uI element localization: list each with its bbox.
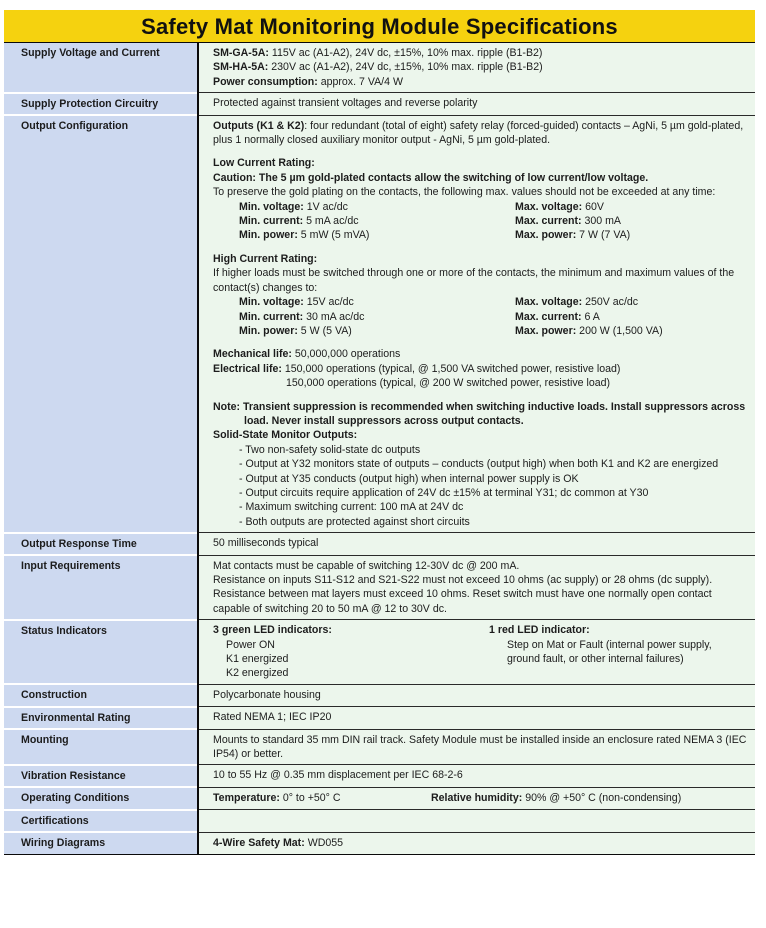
list-item: - Both outputs are protected against short circuits [239, 515, 470, 528]
rating-row: Min. voltage: 1V ac/dc Max. voltage: 60V [239, 200, 604, 213]
row-label: Construction [4, 684, 198, 706]
row-value [198, 115, 755, 533]
row-label: Output Configuration [4, 115, 198, 533]
row-value: 50 milliseconds typical [198, 533, 755, 555]
note-text: Note: Transient suppression is recommended when switching inductive loads. Install suppressors across [213, 400, 746, 413]
row-label: Wiring Diagrams [4, 832, 198, 854]
table-row [4, 707, 755, 729]
model-text: 230V ac (A1-A2), 24V dc, ±15%, 10% max. ripple (B1-B2) [268, 61, 543, 74]
table-row [4, 43, 755, 93]
row-label: Supply Voltage and Current [4, 43, 198, 93]
row-label: Operating Conditions [4, 787, 198, 809]
row-value: Rated NEMA 1; IEC IP20 [198, 707, 755, 729]
row-label: Output Response Time [4, 533, 198, 555]
mech-life-label: Mechanical life: [213, 348, 292, 361]
wiring-text: WD055 [304, 836, 344, 849]
outputs-text: : four redundant (total of eight) safety relay (forced-guided) contacts – AgNi, 5 µm gold-plated, plus 1 normally closed auxiliary monitor output - AgNi, 5 µm gold-plated. [213, 119, 744, 147]
model-label: SM-HA-5A: [213, 61, 269, 74]
red-led-text: Step on Mat or Fault (internal power supply, ground fault, or other internal failures) [507, 638, 712, 666]
spec-table [4, 42, 755, 855]
table-row [4, 620, 755, 685]
high-current-heading: High Current Rating: [213, 252, 318, 265]
temperature-label: Temperature: [213, 791, 280, 804]
caution-text: Caution: The 5 µm gold-plated contacts allow the switching of low current/low voltage. [213, 171, 649, 184]
spec-sheet [4, 10, 755, 855]
list-item: - Output at Y35 conducts (output high) when internal power supply is OK [239, 472, 579, 485]
rating-row: Min. voltage: 15V ac/dc Max. voltage: 250V ac/dc [239, 296, 639, 309]
table-row [4, 810, 755, 832]
table-row [4, 832, 755, 854]
list-item: - Output at Y32 monitors state of outputs – conducts (output high) when both K1 and K2 are energized [239, 458, 719, 471]
list-item: - Output circuits require application of 24V dc ±15% at terminal Y31; dc common at Y30 [239, 486, 649, 499]
rating-row: Min. power: 5 W (5 VA) Max. power: 200 W (1,500 VA) [239, 324, 663, 337]
rating-row: Min. power: 5 mW (5 mVA) Max. power: 7 W (7 VA) [239, 229, 631, 242]
table-row [4, 115, 755, 533]
table-row [4, 533, 755, 555]
outputs-label: Outputs (K1 & K2) [213, 119, 305, 132]
row-value: Mounts to standard 35 mm DIN rail track. Safety Module must be installed inside an enclosure rated NEMA 3 (IEC IP54) or better. [198, 729, 755, 765]
row-label: Mounting [4, 729, 198, 765]
row-value [198, 620, 755, 685]
row-label: Status Indicators [4, 620, 198, 685]
row-value [198, 555, 755, 620]
humidity-label: Relative humidity: [431, 791, 523, 804]
power-text: approx. 7 VA/4 W [317, 75, 403, 88]
rating-row: Min. current: 30 mA ac/dc Max. current: 6 A [239, 310, 600, 323]
input-req-line: Resistance between mat layers must exceed 10 ohms. Reset switch must have one normally open contact capable of switching 20 to 50 mA @ 12 to 30V dc. [213, 588, 712, 615]
table-row [4, 787, 755, 809]
list-item: K1 energized [226, 653, 289, 666]
model-text: 115V ac (A1-A2), 24V dc, ±15%, 10% max. ripple (B1-B2) [268, 47, 543, 59]
list-item: - Two non-safety solid-state dc outputs [239, 443, 421, 456]
row-value: Polycarbonate housing [198, 684, 755, 706]
row-value: Protected against transient voltages and reverse polarity [198, 93, 755, 115]
row-label: Input Requirements [4, 555, 198, 620]
elec-life-text: 150,000 operations (typical, @ 1,500 VA switched power, resistive load) [281, 362, 621, 375]
table-row [4, 684, 755, 706]
table-row [4, 555, 755, 620]
low-current-heading: Low Current Rating: [213, 157, 315, 170]
mech-life-text: 50,000,000 operations [291, 348, 401, 361]
row-value [198, 787, 755, 809]
page-title: Safety Mat Monitoring Module Specifications [4, 10, 755, 42]
model-label: SM-GA-5A: [213, 47, 269, 59]
list-item: - Maximum switching current: 100 mA at 24V dc [239, 501, 464, 514]
input-req-line: Resistance on inputs S11-S12 and S21-S22 must not exceed 10 ohms (ac supply) or 28 ohms (dc supply). [213, 574, 713, 586]
temperature-text: 0° to +50° C [279, 791, 341, 804]
rating-row: Min. current: 5 mA ac/dc Max. current: 300 mA [239, 215, 621, 228]
elec-life-label: Electrical life: [213, 362, 282, 375]
row-value [198, 832, 755, 854]
note-text: load. Never install suppressors across output contacts. [244, 414, 524, 427]
solid-state-heading: Solid-State Monitor Outputs: [213, 429, 358, 442]
table-row [4, 729, 755, 765]
row-label: Vibration Resistance [4, 765, 198, 787]
green-led-heading: 3 green LED indicators: [213, 624, 332, 637]
table-row [4, 765, 755, 787]
input-req-line: Mat contacts must be capable of switching 12-30V dc @ 200 mA. [213, 559, 520, 572]
row-label: Supply Protection Circuitry [4, 93, 198, 115]
row-label: Environmental Rating [4, 707, 198, 729]
row-value [198, 43, 755, 93]
preserve-text: To preserve the gold plating on the contacts, the following max. values should not be exceeded at any time: [213, 186, 716, 199]
high-current-text: If higher loads must be switched through one or more of the contacts, the minimum and maximum values of the contact(s) changes to: [213, 267, 735, 294]
row-label: Certifications [4, 810, 198, 832]
humidity-text: 90% @ +50° C (non-condensing) [522, 791, 682, 804]
list-item: K2 energized [226, 667, 289, 680]
elec-life-text: 150,000 operations (typical, @ 200 W switched power, resistive load) [286, 377, 611, 390]
power-label: Power consumption: [213, 75, 318, 88]
table-row [4, 93, 755, 115]
row-value [198, 810, 755, 832]
list-item: Power ON [226, 638, 275, 651]
wiring-label: 4-Wire Safety Mat: [213, 836, 305, 849]
red-led-heading: 1 red LED indicator: [489, 624, 590, 637]
row-value: 10 to 55 Hz @ 0.35 mm displacement per IEC 68-2-6 [198, 765, 755, 787]
